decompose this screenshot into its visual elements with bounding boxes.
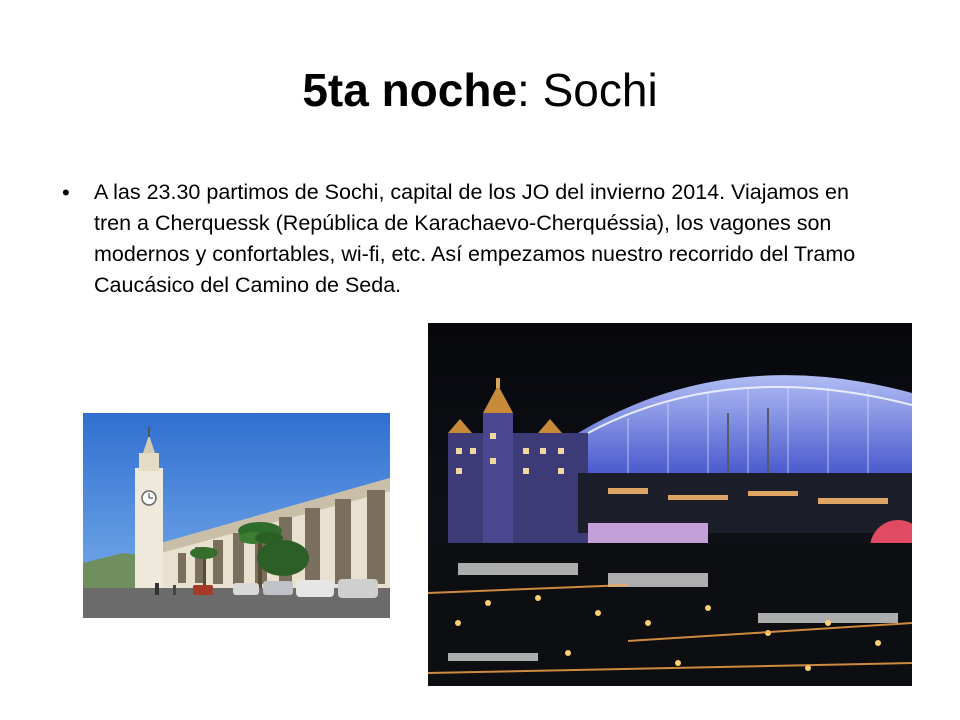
slide-title-rest: : Sochi xyxy=(517,64,658,116)
bullet-icon: • xyxy=(62,180,70,205)
photo-sochi-olympic-park-night xyxy=(428,323,912,686)
slide-title-bold: 5ta noche xyxy=(302,64,518,116)
photo-sochi-railway-station xyxy=(83,413,390,618)
bullet-item xyxy=(62,177,882,301)
bullet-text: A las 23.30 partimos de Sochi, capital de los JO del invierno 2014. Viajamos en tren a Cherquessk (República de Karachaevo-Cherquéssia), los vagones son modernos y confortables, wi-fi, etc. Así empezamos nuestro recorrido del Tramo Caucásico del Camino de Seda. xyxy=(94,180,856,297)
slide-title xyxy=(0,62,960,118)
